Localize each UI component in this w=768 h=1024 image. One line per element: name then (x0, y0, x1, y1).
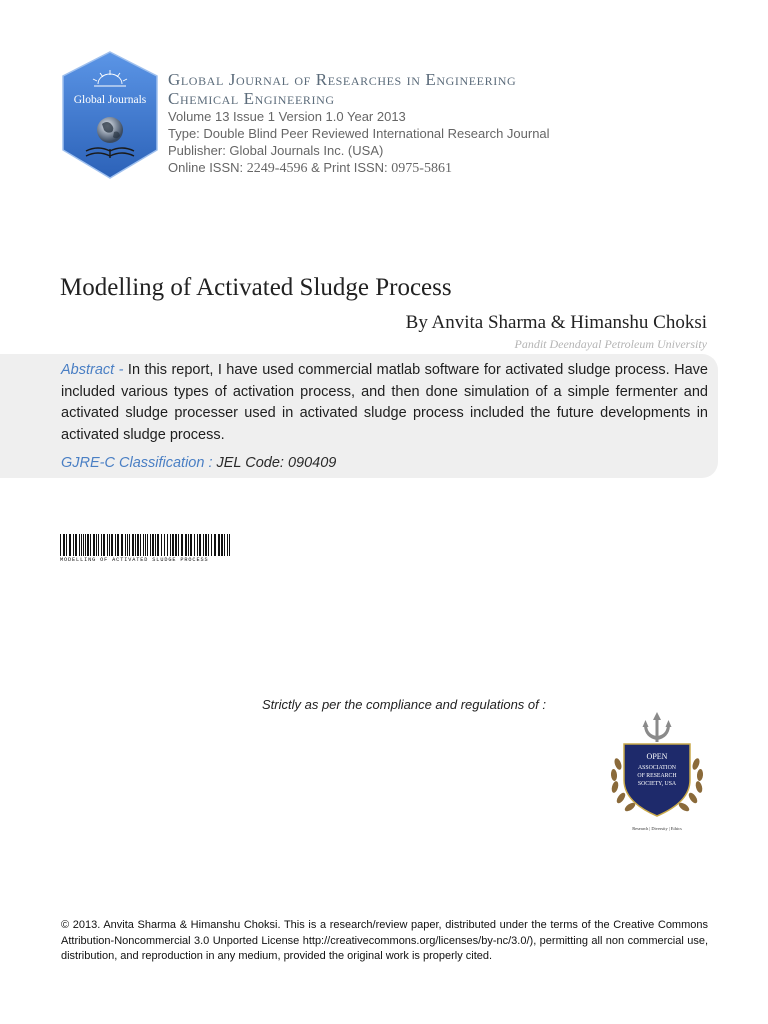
seal-motto: Research | Diversity | Ethics (632, 826, 682, 831)
globe-icon (97, 117, 123, 143)
open-association-seal (604, 712, 710, 838)
license-text: © 2013. Anvita Sharma & Himanshu Choksi. This is a research/review paper, distributed under the terms of the Creative Commons Attribution-Noncommercial 3.0 Unported License http://creativecommons.org/licenses/by-nc/3.0/), permitting all non commercial use, distribution, and reproduction in any medium, provided the original work is properly cited. (61, 919, 708, 962)
journal-issn (168, 159, 728, 177)
journal-title: Global Journal of Researches in Engineering (168, 70, 517, 89)
journal-section: Chemical Engineering (168, 89, 335, 108)
compliance-text: Strictly as per the compliance and regulations of : (262, 697, 546, 712)
seal-open: OPEN (646, 752, 668, 761)
journal-type: Type: Double Blind Peer Reviewed International Research Journal (168, 126, 550, 141)
abstract-label: Abstract - (61, 362, 124, 378)
journal-publisher: Publisher: Global Journals Inc. (USA) (168, 143, 384, 158)
issn-print-number: 0975-5861 (391, 161, 452, 176)
classification-value: JEL Code: 090409 (216, 455, 337, 471)
global-journals-logo (60, 50, 160, 180)
abstract (61, 360, 708, 446)
issn-online-label: Online ISSN: (168, 160, 244, 175)
author-affiliation: Pandit Deendayal Petroleum University (514, 337, 707, 351)
seal-of-research: OF RESEARCH (637, 773, 677, 779)
classification-label: GJRE-C Classification : (61, 455, 213, 471)
abstract-body: In this report, I have used commercial matlab software for activated sludge process. Have included various types of activation process, and then done simulation of a simple fermenter and activated sludge processer used in activated sludge process included the future developments in activated sludge process. (61, 362, 708, 443)
seal-association: ASSOCIATION (637, 765, 677, 771)
classification (61, 455, 336, 471)
journal-header (168, 70, 728, 177)
journal-volume: Volume 13 Issue 1 Version 1.0 Year 2013 (168, 109, 406, 124)
issn-online-number: 2249-4596 (246, 161, 308, 176)
seal-society: SOCIETY, USA (637, 781, 677, 787)
trident-icon (643, 712, 672, 742)
paper-authors: By Anvita Sharma & Himanshu Choksi (405, 312, 707, 333)
issn-print-label: & Print ISSN: (311, 160, 388, 175)
barcode-text: MODELLING OF ACTIVATED SLUDGE PROCESS (60, 557, 209, 563)
logo-text: Global Journals (73, 94, 147, 106)
paper-title: Modelling of Activated Sludge Process (60, 274, 452, 301)
